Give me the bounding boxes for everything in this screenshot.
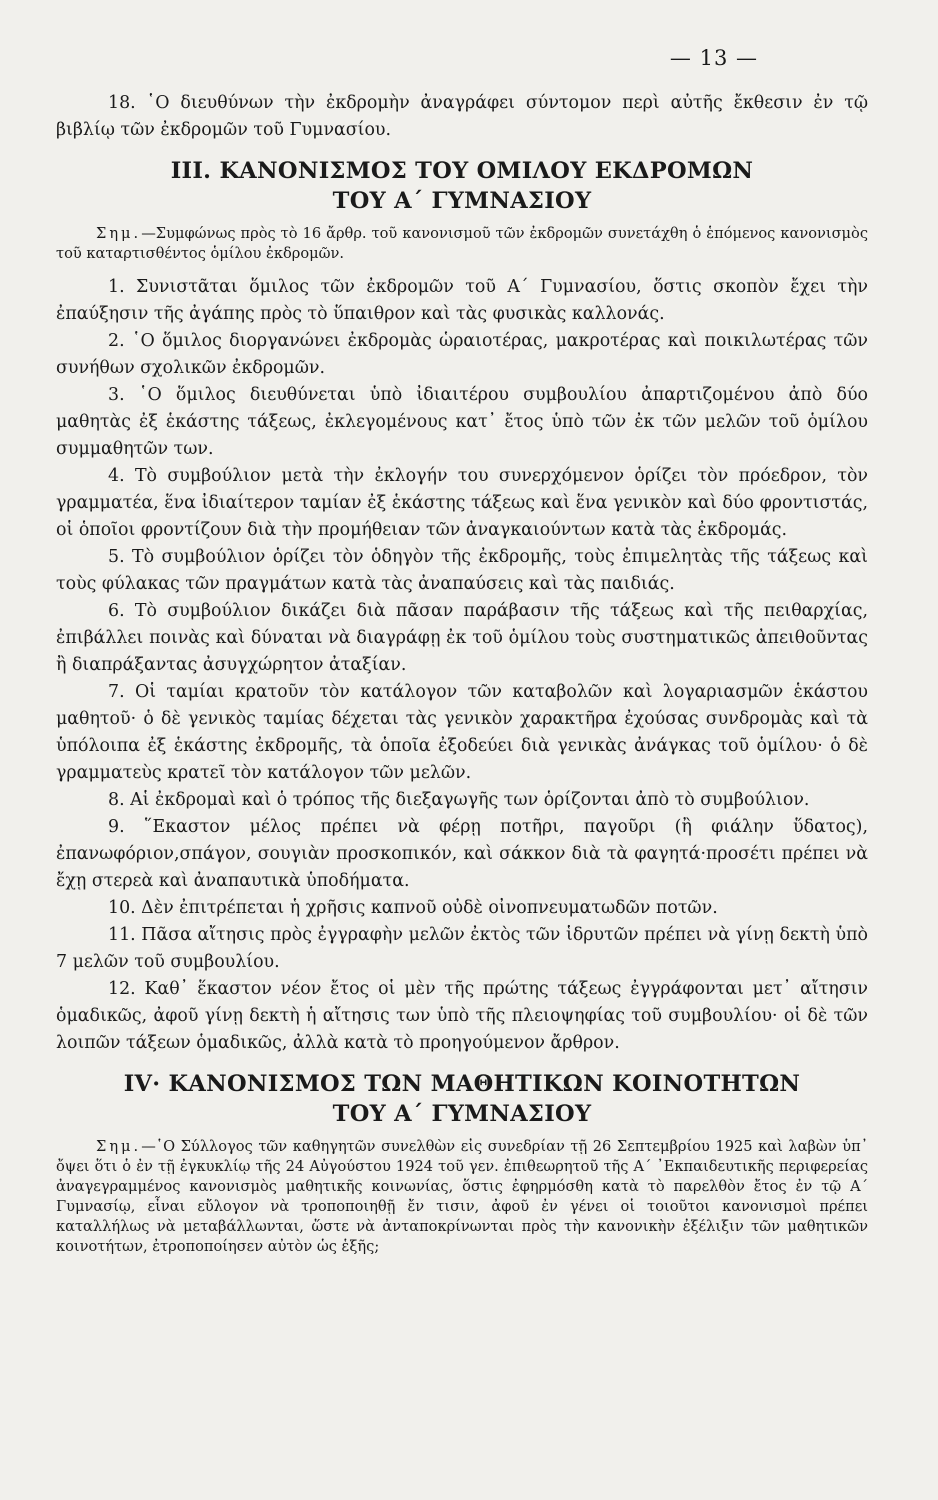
section-3-title [56, 156, 868, 216]
section-3-title-line-1: III. ΚΑΝΟΝΙΣΜΟΣ ΤΟΥ ΟΜΙΛΟΥ ΕΚΔΡΟΜΩΝ [170, 158, 754, 184]
rule-item: 3. ῾Ο ὅμιλος διευθύνεται ὑπὸ ἰδιαιτέρου συμβουλίου ἀπαρτιζομένου ἀπὸ δύο μαθητὰς ἐξ ἑκάστης τάξεως, ἐκλεγομένους κατ᾽ ἔτος ὑπὸ τῶν ἐκ τῶν μελῶν τοῦ ὁμίλου συμμαθητῶν των. [56, 385, 868, 459]
rule-item: 5. Τὸ συμβούλιον ὁρίζει τὸν ὁδηγὸν τῆς ἐκδρομῆς, τοὺς ἐπιμελητὰς τῆς τάξεως καὶ τοὺς φύλακας τῶν πραγμάτων κατὰ τὰς ἀναπαύσεις καὶ τὰς παιδιάς. [56, 547, 868, 594]
rule-item: 7. Οἱ ταμίαι κρατοῦν τὸν κατάλογον τῶν καταβολῶν καὶ λογαριασμῶν ἑκάστου μαθητοῦ· ὁ δὲ γενικὸς ταμίας δέχεται τὰς γενικὸν χαρακτῆρα ἐχούσας συνδρομὰς καὶ τὰ ὑπόλοιπα ἐξ ἑκάστης ἐκδρομῆς, τὰ ὁποῖα ἐξοδεύει διὰ γενικὰς ἀνάγκας τοῦ ὁμίλου· ὁ δὲ γραμματεὺς κρατεῖ τὸν κατάλογον τῶν μελῶν. [56, 682, 868, 783]
note-lead: Σημ. [96, 225, 142, 242]
section-4-title-line-1: IV· ΚΑΝΟΝΙΣΜΟΣ ΤΩΝ ΜΑΘΗΤΙΚΩΝ ΚΟΙΝΟΤΗΤΩΝ [123, 1071, 801, 1097]
rule-item: 8. Αἱ ἐκδρομαὶ καὶ ὁ τρόπος τῆς διεξαγωγῆς των ὁρίζονται ἀπὸ τὸ συμβούλιον. [108, 790, 810, 810]
section-4-note [56, 1137, 868, 1257]
note-lead: Σημ. [96, 1138, 142, 1155]
rule-item: 6. Τὸ συμβούλιον δικάζει διὰ πᾶσαν παράβασιν τῆς τάξεως καὶ τῆς πειθαρχίας, ἐπιβάλλει ποινὰς καὶ δύναται νὰ διαγράφῃ ἐκ τοῦ ὁμίλου τοὺς συστηματικῶς ἀπειθοῦντας ἢ διαπράξαντας ἀσυγχώρητον ἀταξίαν. [56, 601, 868, 675]
page-number: — 13 — [669, 46, 758, 70]
section-4 [56, 1069, 868, 1257]
rule-item: 2. ῾Ο ὅμιλος διοργανώνει ἐκδρομὰς ὡραιοτέρας, μακροτέρας καὶ ποικιλωτέρας τῶν συνήθων σχολικῶν ἐκδρομῶν. [56, 331, 868, 378]
rule-item: 9. ῞Εκαστον μέλος πρέπει νὰ φέρῃ ποτῆρι, παγοῦρι (ἢ φιάλην ὕδατος), ἐπανωφόριον,σπάγον, σουγιὰν προσκοπικόν, καὶ σάκκον διὰ τὰ φαγητά·προσέτι πρέπει νὰ ἔχῃ στερεὰ καὶ ἀναπαυτικὰ ὑποδήματα. [56, 817, 868, 891]
rule-18: 18. ῾Ο διευθύνων τὴν ἐκδρομὴν ἀναγράφει σύντομον περὶ αὐτῆς ἔκθεσιν ἐν τῷ βιβλίῳ τῶν ἐκδρομῶν τοῦ Γυμνασίου. [56, 93, 868, 140]
rule-item: 4. Τὸ συμβούλιον μετὰ τὴν ἐκλογήν του συνερχόμενον ὁρίζει τὸν πρόεδρον, τὸν γραμματέα, ἕνα ἰδιαίτερον ταμίαν ἐξ ἑκάστης τάξεως καὶ ἕνα γενικὸν καὶ δύο φροντιστάς, οἱ ὁποῖοι φροντίζουν διὰ τὴν προμήθειαν τῶν ἀναγκαιούντων κατὰ τὰς ἐκδρομάς. [56, 466, 868, 540]
rule-item: 12. Καθ᾽ ἕκαστον νέον ἔτος οἱ μὲν τῆς πρώτης τάξεως ἐγγράφονται μετ᾽ αἴτησιν ὁμαδικῶς, ἀφοῦ γίνῃ δεκτὴ ἡ αἴτησις των ὑπὸ τῆς πλειοψηφίας τοῦ συμβουλίου· οἱ δὲ τῶν λοιπῶν τάξεων ὁμαδικῶς, ἀλλὰ κατὰ τὸ προηγούμενον ἄρθρον. [56, 979, 868, 1053]
rule-item: 10. Δὲν ἐπιτρέπεται ἡ χρῆσις καπνοῦ οὐδὲ οἰνοπνευματωδῶν ποτῶν. [108, 898, 718, 918]
rules-list [56, 274, 868, 1057]
note-text: —῾Ο Σύλλογος τῶν καθηγητῶν συνελθὼν εἰς συνεδρίαν τῇ 26 Σεπτεμβρίου 1925 καὶ λαβὼν ὑπ᾽ ὄψει ὅτι ὁ ἐν τῇ ἐγκυκλίῳ τῆς 24 Αὐγούστου 1924 τοῦ γεν. ἐπιθεωρητοῦ τῆς Α΄ ᾽Εκπαιδευτικῆς περιφερείας ἀναγεγραμμένος κανονισμὸς μαθητικῆς κοινωνίας, ὅστις ἐφηρμόσθη κατὰ τὸ παρελθὸν ἔτος ἐν τῷ Α΄ Γυμνασίῳ, εἶναι εὔλογον νὰ τροποποιηθῇ ἔν τισιν, ἀφοῦ ἐν γένει οἱ τοιοῦτοι κανονισμοὶ πρέπει καταλλήλως νὰ μεταβάλλωνται, ὥστε νὰ ἀνταποκρίνωνται πρὸς τὴν κανονικὴν ἐξέλιξιν τῶν μαθητικῶν κοινοτήτων, ἐτροποποίησεν αὐτὸν ὡς ἑξῆς; [56, 1138, 868, 1255]
section-4-title [56, 1069, 868, 1129]
rule-item: 1. Συνιστᾶται ὅμιλος τῶν ἐκδρομῶν τοῦ Α΄ Γυμνασίου, ὅστις σκοπὸν ἔχει τὴν ἐπαύξησιν τῆς ἀγάπης πρὸς τὸ ὕπαιθρον καὶ τὰς φυσικὰς καλλονάς. [56, 277, 868, 324]
rule-item: 11. Πᾶσα αἴτησις πρὸς ἐγγραφὴν μελῶν ἐκτὸς τῶν ἱδρυτῶν πρέπει νὰ γίνῃ δεκτὴ ὑπὸ 7 μελῶν τοῦ συμβουλίου. [56, 925, 868, 972]
section-3-title-line-2: ΤΟΥ Α΄ ΓΥΜΝΑΣΙΟΥ [332, 188, 592, 214]
section-4-title-line-2: ΤΟΥ Α΄ ΓΥΜΝΑΣΙΟΥ [332, 1101, 592, 1127]
section-3-note [56, 224, 868, 264]
section-3 [56, 156, 868, 1057]
note-text: —Συμφώνως πρὸς τὸ 16 ἄρθρ. τοῦ κανονισμοῦ τῶν ἐκδρομῶν συνετάχθη ὁ ἑπόμενος κανονισμὸς τοῦ καταρτισθέντος ὁμίλου ἐκδρομῶν. [56, 225, 868, 262]
